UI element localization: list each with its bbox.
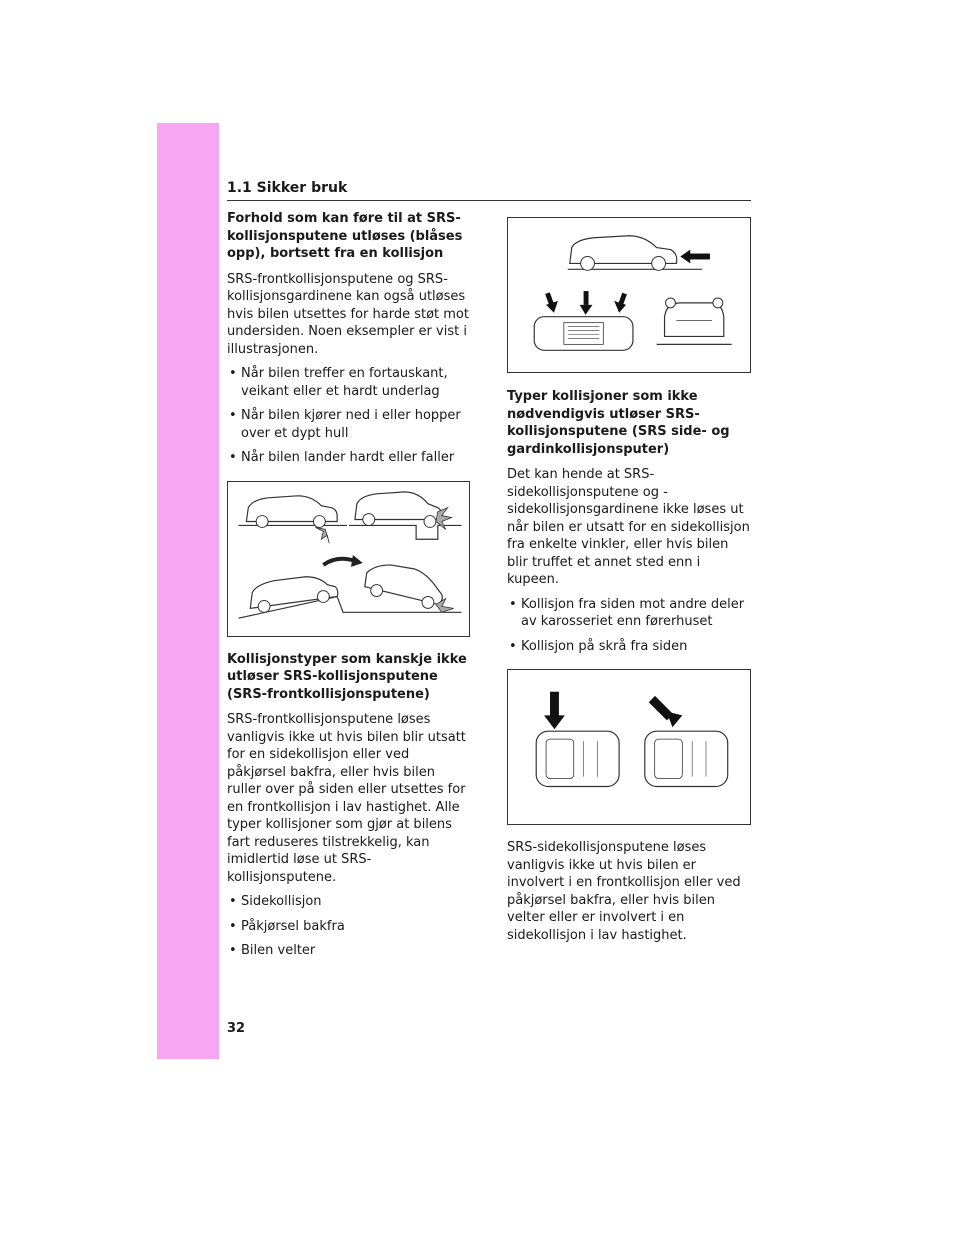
car-drop-illustration xyxy=(238,555,461,618)
angled-collision-car-right xyxy=(645,696,728,787)
list-item: • Kollisjon fra siden mot andre deler av karosseriet enn førerhuset xyxy=(507,596,751,631)
side-impact-illustration xyxy=(507,217,751,373)
list-item: • Når bilen kjører ned i eller hopper over et dypt hull xyxy=(227,407,472,442)
paragraph-undercarriage: SRS-frontkollisjonsputene og SRS-kollisjonsgardinene kan også utløses hvis bilen utsettes for harde støt mot undersiden. Noen eksempler er vist i illustrasjonen. xyxy=(227,271,469,357)
side-collision-car-left xyxy=(536,692,619,787)
heading-front-airbags: Kollisjonstyper som kanskje ikke utløser SRS-kollisjonsputene (SRS-frontkollisjonsputene) xyxy=(227,651,467,702)
downward-arrows xyxy=(545,291,627,315)
undercarriage-list xyxy=(227,365,472,467)
right-column xyxy=(507,388,751,951)
list-item: • Kollisjon på skrå fra siden xyxy=(507,638,751,656)
front-airbag-list xyxy=(227,893,472,960)
left-column xyxy=(227,210,472,967)
car-hole-illustration xyxy=(349,491,462,538)
side-airbag-list xyxy=(507,596,751,656)
paragraph-side-airbags: Det kan hende at SRS-sidekollisjonsputene og -sidekollisjonsgardinene ikke løses ut når bilen er utsatt for en sidekollisjon fra enkelte vinkler, eller hvis bilen blir truffet et annet sted enn i kupeen. xyxy=(507,467,750,587)
list-item: • Påkjørsel bakfra xyxy=(227,918,472,936)
list-item: • Når bilen treffer en fortauskant, veikant eller et hardt underlag xyxy=(227,365,472,400)
list-item: • Når bilen lander hardt eller faller xyxy=(227,449,472,467)
section-title: 1.1 Sikker bruk xyxy=(227,180,348,196)
heading-undercarriage: Forhold som kan føre til at SRS-kollisjonsputene utløses (blåses opp), bortsett fra en kollisjon xyxy=(227,211,463,261)
list-item: • Sidekollisjon xyxy=(227,893,472,911)
undercarriage-illustration xyxy=(227,481,470,637)
list-item: • Bilen velter xyxy=(227,942,472,960)
heading-side-airbags: Typer kollisjoner som ikke nødvendigvis utløser SRS-kollisjonsputene (SRS side- og gardinkollisjonsputer) xyxy=(507,389,730,457)
chapter-tab xyxy=(157,123,219,1059)
car-curb-illustration xyxy=(238,495,347,542)
paragraph-front-airbags: SRS-frontkollisjonsputene løses vanligvis ikke ut hvis bilen blir utsatt for en sidekollisjon eller ved påkjørsel bakfra, eller hvis bilen ruller over på siden eller utsettes for en frontkollisjon i lav hastighet. Alle typer kollisjoner som gjør at bilens fart reduseres tilstrekkelig, kan imidlertid løse ut SRS-kollisjonsputene. xyxy=(227,712,466,885)
side-collision-illustration xyxy=(507,669,751,825)
top-view-car xyxy=(534,317,633,351)
overturned-car xyxy=(657,298,732,344)
paragraph-side-airbags-2: SRS-sidekollisjonsputene løses vanligvis ikke ut hvis bilen er involvert i en frontkollisjon eller ved påkjørsel bakfra, eller hvis bilen velter eller er involvert i en sidekollisjon i lav hastighet. xyxy=(507,840,741,943)
front-impact-car xyxy=(568,236,710,271)
header-rule xyxy=(227,200,751,201)
page-number: 32 xyxy=(227,1021,246,1036)
